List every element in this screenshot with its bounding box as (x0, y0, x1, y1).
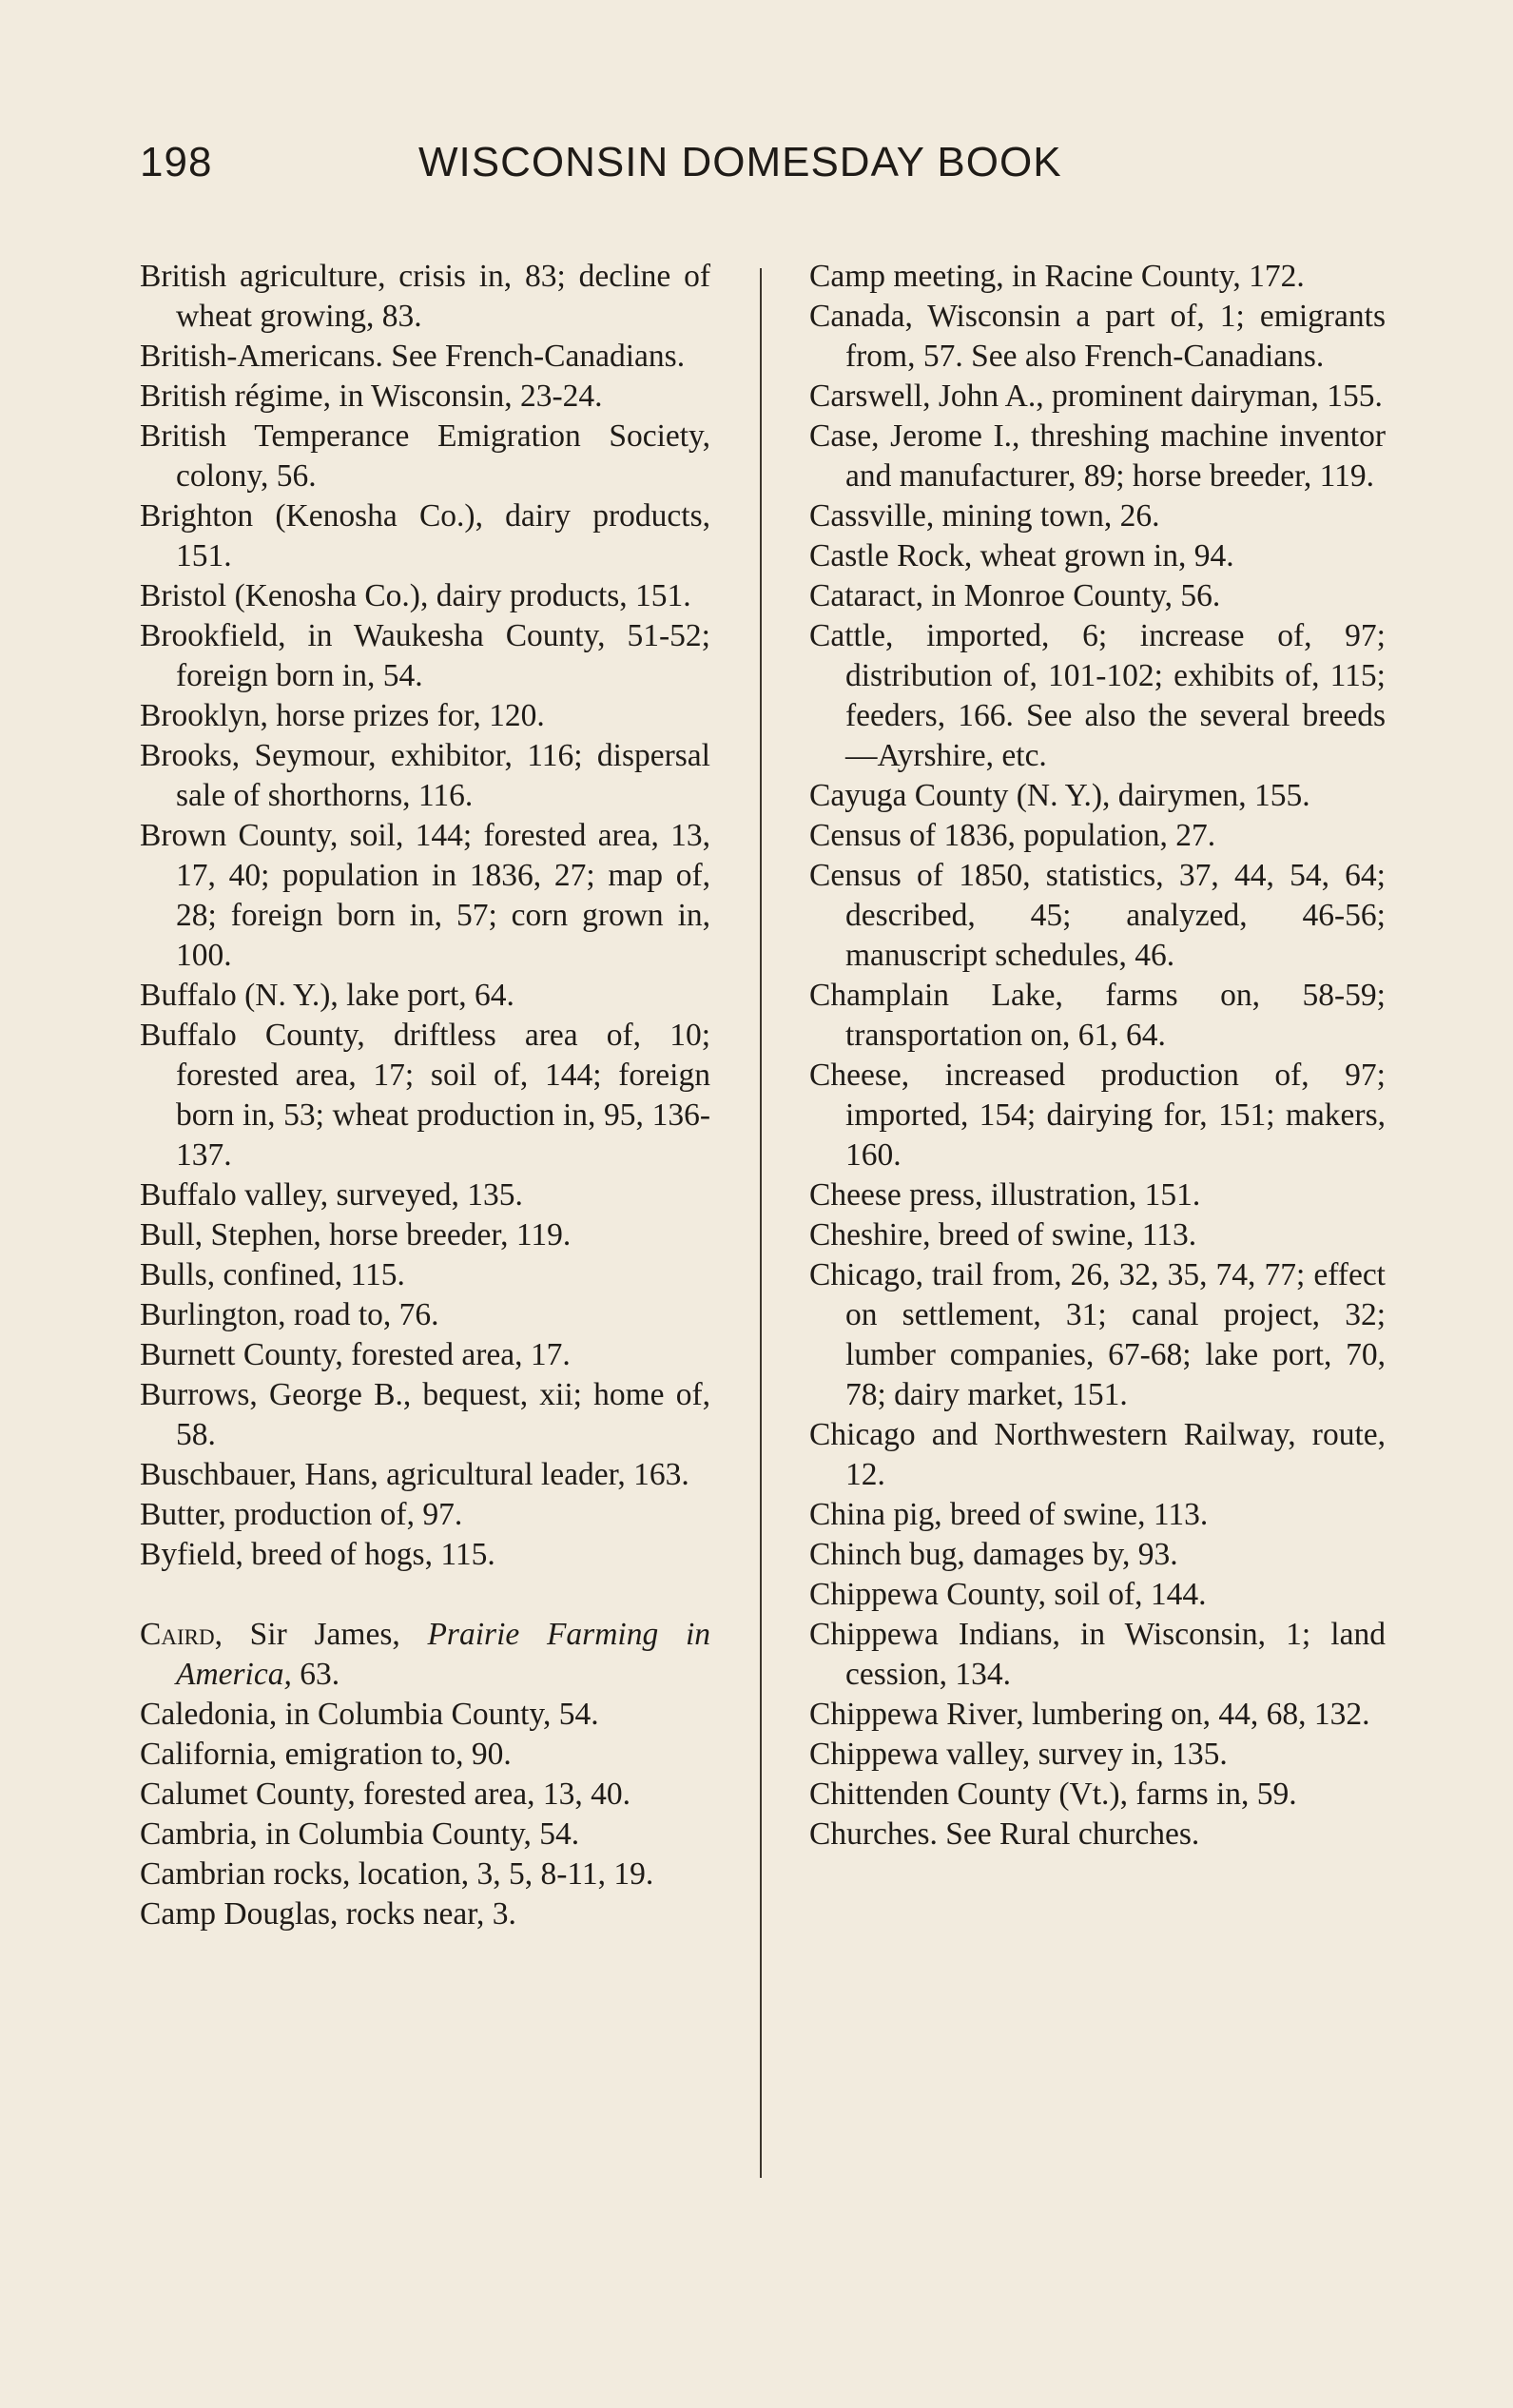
index-entry: Brooks, Seymour, exhibitor, 116; dispersal sale of shorthorns, 116. (140, 738, 710, 813)
index-entry: Camp Douglas, rocks near, 3. (140, 1896, 516, 1932)
index-entry: Cheese press, illustration, 151. (809, 1177, 1201, 1213)
index-entry: Burrows, George B., bequest, xii; home of, 58. (140, 1377, 710, 1452)
index-entry: Cassville, mining town, 26. (809, 498, 1160, 534)
index-entry: Chippewa valley, survey in, 135. (809, 1737, 1228, 1772)
index-entry: Butter, production of, 97. (140, 1497, 463, 1532)
page-number: 198 (140, 139, 213, 185)
index-entry: Carswell, John A., prominent dairyman, 155. (809, 379, 1383, 414)
index-entry: Case, Jerome I., threshing machine inventor and manufacturer, 89; horse breeder, 119. (809, 418, 1386, 494)
index-entry: British-Americans. See French-Canadians. (140, 339, 686, 374)
index-entry: Chicago and Northwestern Railway, route, 12. (809, 1417, 1386, 1492)
index-entry: Cambria, in Columbia County, 54. (140, 1816, 580, 1852)
index-column-right (809, 257, 1386, 1855)
index-entry: Brookfield, in Waukesha County, 51-52; foreign born in, 54. (140, 618, 710, 693)
index-entry: Cataract, in Monroe County, 56. (809, 578, 1221, 613)
index-entry: Chicago, trail from, 26, 32, 35, 74, 77; effect on settlement, 31; canal project, 32; lumber companies, 67-68; lake port, 70, 78; dairy market, 151. (809, 1257, 1386, 1412)
index-entry: British Temperance Emigration Society, colony, 56. (140, 418, 710, 494)
index-entry: Byfield, breed of hogs, 115. (140, 1537, 495, 1572)
index-entry: Brown County, soil, 144; forested area, 13, 17, 40; population in 1836, 27; map of, 28; foreign born in, 57; corn grown in, 100. (140, 818, 710, 973)
entry-text: Sir James, (222, 1617, 428, 1652)
running-title: WISCONSIN DOMESDAY BOOK (418, 139, 1062, 185)
index-entry: Chinch bug, damages by, 93. (809, 1537, 1178, 1572)
index-entry: Census of 1836, population, 27. (809, 818, 1216, 853)
index-entry: Cayuga County (N. Y.), dairymen, 155. (809, 778, 1310, 813)
index-entry: Chippewa Indians, in Wisconsin, 1; land cession, 134. (809, 1617, 1386, 1692)
column-divider (760, 268, 762, 2178)
index-entry: British régime, in Wisconsin, 23-24. (140, 379, 603, 414)
index-entry: Camp meeting, in Racine County, 172. (809, 259, 1305, 294)
index-entry: Bull, Stephen, horse breeder, 119. (140, 1217, 572, 1253)
index-entry: China pig, breed of swine, 113. (809, 1497, 1209, 1532)
index-entry: Buffalo County, driftless area of, 10; forested area, 17; soil of, 144; foreign born in, 53; wheat production in, 95, 136-137. (140, 1018, 710, 1173)
index-entry-caird (140, 1615, 710, 1695)
index-entry: Cattle, imported, 6; increase of, 97; distribution of, 101-102; exhibits of, 115; feeders, 166. See also the several breeds—Ayrshire, etc. (809, 618, 1386, 773)
index-entry: Burlington, road to, 76. (140, 1297, 439, 1332)
index-entry: Bristol (Kenosha Co.), dairy products, 151. (140, 578, 691, 613)
index-entry: Caledonia, in Columbia County, 54. (140, 1697, 599, 1732)
index-entry: Brighton (Kenosha Co.), dairy products, 151. (140, 498, 710, 573)
index-entry: Cheshire, breed of swine, 113. (809, 1217, 1197, 1253)
index-entry: Calumet County, forested area, 13, 40. (140, 1777, 631, 1812)
index-entry: Cheese, increased production of, 97; imported, 154; dairying for, 151; makers, 160. (809, 1058, 1386, 1173)
index-entry: Bulls, confined, 115. (140, 1257, 405, 1292)
index-entry: Chippewa River, lumbering on, 44, 68, 132. (809, 1697, 1370, 1732)
index-entry: Buffalo valley, surveyed, 135. (140, 1177, 523, 1213)
index-entry: Churches. See Rural churches. (809, 1816, 1200, 1852)
page-header (0, 139, 1513, 196)
index-entry: Chippewa County, soil of, 144. (809, 1577, 1207, 1612)
index-entry: Brooklyn, horse prizes for, 120. (140, 698, 545, 733)
index-entry: Buschbauer, Hans, agricultural leader, 163. (140, 1457, 689, 1492)
index-entry: Cambrian rocks, location, 3, 5, 8-11, 19. (140, 1856, 654, 1892)
index-entry: Castle Rock, wheat grown in, 94. (809, 538, 1234, 573)
index-entry: Chittenden County (Vt.), farms in, 59. (809, 1777, 1297, 1812)
index-entry: British agriculture, crisis in, 83; decline of wheat growing, 83. (140, 259, 710, 334)
index-entry: Burnett County, forested area, 17. (140, 1337, 571, 1372)
entry-lead: Caird, (140, 1617, 223, 1652)
index-entry: Buffalo (N. Y.), lake port, 64. (140, 978, 514, 1013)
book-title: Prairie Farming in America, (176, 1617, 710, 1692)
index-column-left (140, 257, 710, 1934)
index-entry: Canada, Wisconsin a part of, 1; emigrants from, 57. See also French-Canadians. (809, 299, 1386, 374)
entry-tail: 63. (291, 1657, 340, 1692)
index-entry: Census of 1850, statistics, 37, 44, 54, 64; described, 45; analyzed, 46-56; manuscript schedules, 46. (809, 858, 1386, 973)
index-entry: California, emigration to, 90. (140, 1737, 512, 1772)
index-entry: Champlain Lake, farms on, 58-59; transportation on, 61, 64. (809, 978, 1386, 1053)
